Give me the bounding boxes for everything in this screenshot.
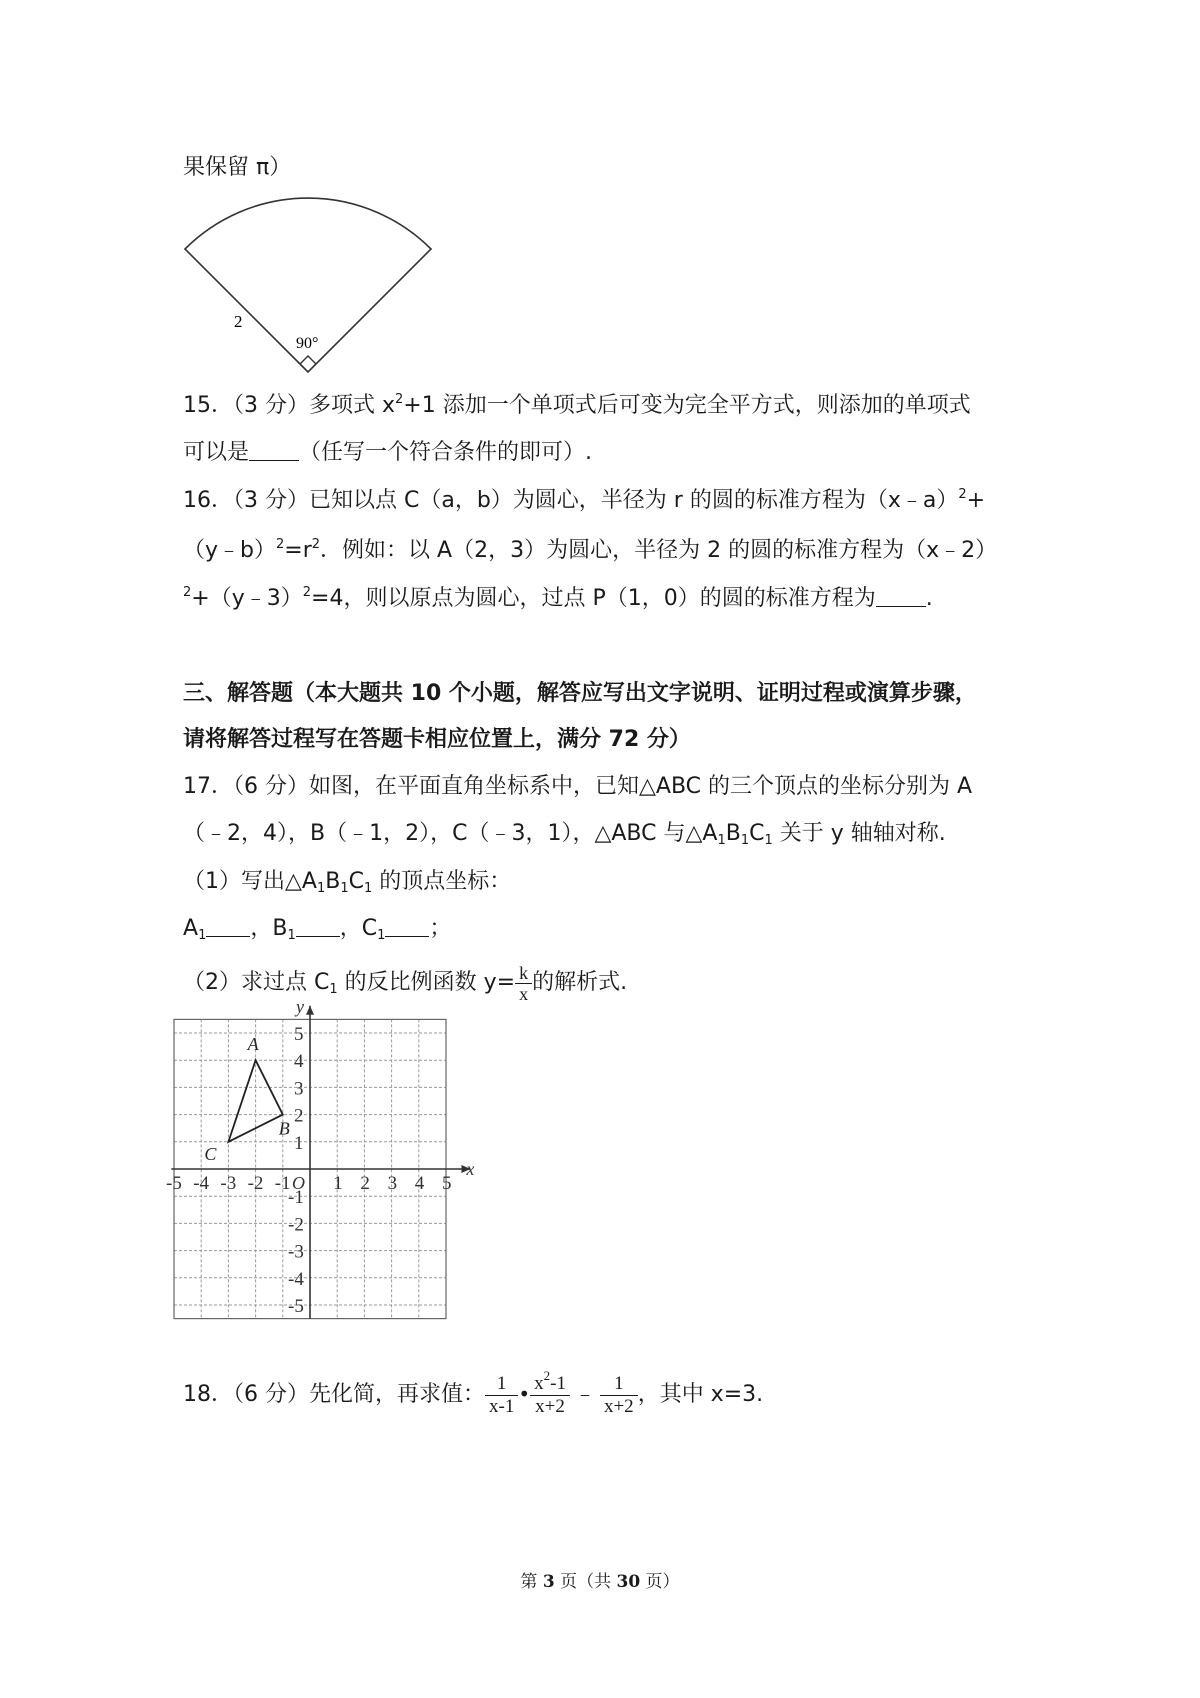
q16-line3: $^2$+（y﹣3）$^2$=4，则以原点为圆心，过点 P（1，0）的圆的标准方程为 . [183, 585, 933, 611]
x-tick-label: -3 [220, 1173, 237, 1194]
y-tick-label: 1 [294, 1132, 304, 1154]
q17-answer-blanks: $A_1$ ，$B_1$ ，$C_1$ ； [183, 916, 452, 943]
answer-blank-a1[interactable] [206, 914, 250, 937]
vertex-label-b: B [278, 1118, 290, 1139]
fraction-1: $\frac{1}{x-1}$ [485, 1373, 518, 1418]
x-tick-label: -5 [166, 1173, 182, 1194]
vertex-label-a: A [247, 1034, 259, 1055]
q15-line1: 15．（3 分）多项式 $x^2+1$ 添加一个单项式后可变为完全平方式，则添加的单项式 [183, 392, 971, 418]
x-tick-label: -2 [247, 1173, 264, 1194]
fraction-2: $\frac{x^2-1}{x+2}$ [530, 1373, 570, 1418]
q17-line2: （﹣2，4），B（﹣1，2），C（﹣3，1），△ABC 与$\triangle A_1B_1C_1$ 关于 y 轴轴对称. [183, 821, 946, 848]
q16-line1: 16．（3 分）已知以点 C（a，b）为圆心，半径为 r 的圆的标准方程为（x﹣a）$^2$+ [183, 487, 986, 513]
angle-label: 90° [296, 335, 319, 352]
q14-tail: 果保留 π） [183, 155, 292, 180]
y-axis-label: y [296, 996, 304, 1017]
x-tick-label: 4 [414, 1173, 425, 1194]
radius-label: 2 [234, 312, 243, 331]
vertex-label-c: C [204, 1143, 217, 1164]
q17-part1: （1）写出$\triangle A_1B_1C_1$ 的顶点坐标： [183, 869, 512, 896]
answer-blank-c1[interactable] [385, 914, 429, 937]
y-tick-label: 4 [294, 1051, 304, 1073]
x-axis-label: x [466, 1159, 475, 1179]
section3-heading-line1: 三、解答题（本大题共 10 个小题，解答应写出文字说明、证明过程或演算步骤， [183, 681, 977, 706]
q17-part2: （2）求过点 $C_1$ 的反比例函数 y= $\frac{k}{x}$ 的解析式. [183, 962, 628, 1004]
right-angle-mark [300, 356, 316, 364]
answer-blank[interactable] [249, 438, 299, 461]
fraction-3: $\frac{1}{x+2}$ [600, 1373, 638, 1418]
multiply-dot: • [518, 1382, 531, 1406]
y-tick-label: -4 [288, 1268, 304, 1290]
x-tick-label: 1 [333, 1173, 343, 1194]
page-footer: 第 3 页（共 30 页） [520, 1572, 680, 1592]
x-tick-label: 2 [360, 1173, 370, 1194]
answer-blank[interactable] [876, 584, 926, 607]
y-tick-label: -3 [288, 1241, 304, 1263]
y-tick-label: -5 [288, 1296, 304, 1317]
y-tick-label: -2 [288, 1214, 304, 1236]
y-tick-label: 5 [294, 1024, 304, 1045]
q18-line: 18．（6 分）先化简，再求值： $\frac{1}{x-1}$ • $\frac{x^2-1}{x+2}$ ﹣ $\frac{1}{x+2}$ ，其中 x=3. [183, 1367, 764, 1417]
x-tick-label: -4 [193, 1173, 210, 1194]
answer-blank-b1[interactable] [296, 914, 340, 937]
q16-line2: $(y﹣b)^2=r^2$．例如：以 A（2，3）为圆心，半径为 2 的圆的标准方程为（x﹣2） [183, 537, 998, 563]
y-tick-label: 2 [294, 1105, 304, 1127]
origin-label: O [292, 1173, 305, 1193]
coordinate-grid-figure [166, 996, 520, 1353]
k-over-x-fraction: $\frac{k}{x}$ [515, 963, 532, 1004]
q17-line1: 17．（6 分）如图，在平面直角坐标系中，已知△ABC 的三个顶点的坐标分别为 A [183, 774, 973, 799]
sector-figure [180, 196, 440, 376]
y-tick-label: -1 [288, 1187, 304, 1209]
y-tick-label: 3 [294, 1078, 304, 1100]
x-tick-label: -1 [274, 1173, 291, 1194]
q15-line2: 可以是 （任写一个符合条件的即可）. [183, 440, 593, 465]
x-tick-label: 3 [387, 1173, 398, 1194]
x-tick-label: 5 [442, 1173, 452, 1194]
section3-heading-line2: 请将解答过程写在答题卡相应位置上，满分 72 分） [183, 727, 691, 752]
